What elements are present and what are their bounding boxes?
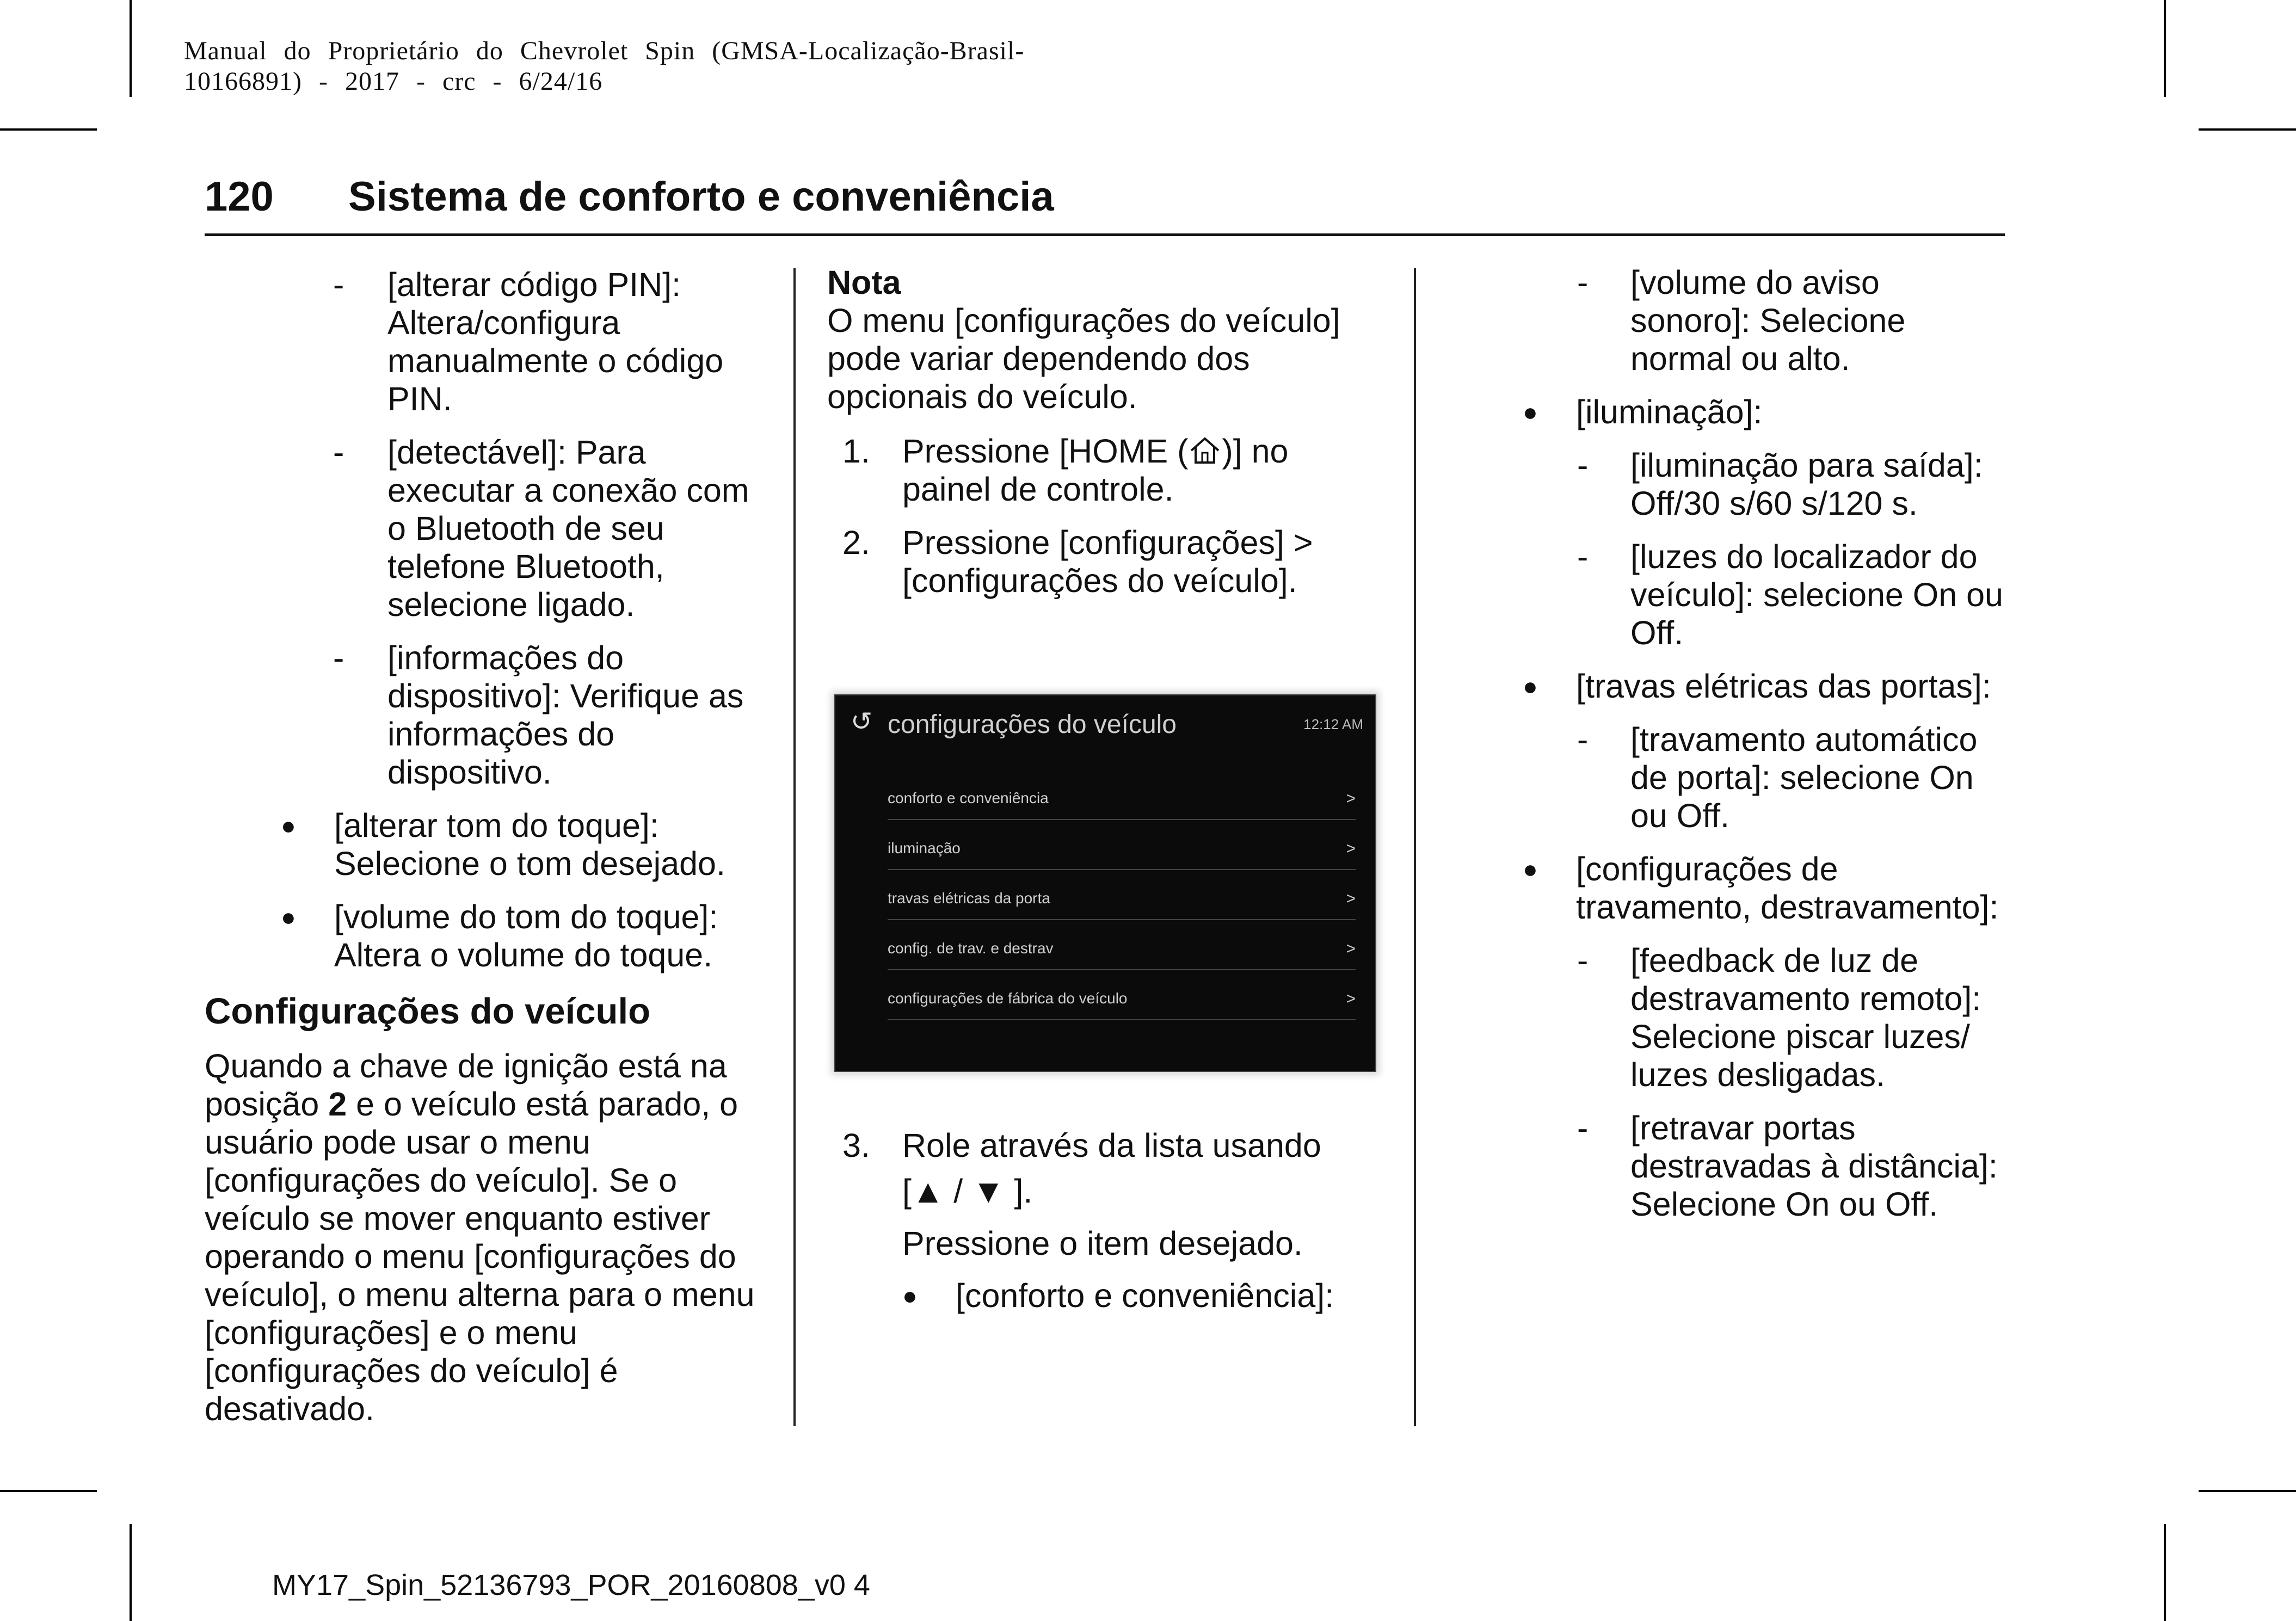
scroll-arrows: [▲ / ▼ ]. <box>902 1173 1033 1210</box>
home-icon <box>1188 433 1222 470</box>
step-number: 3. <box>842 1127 870 1164</box>
paragraph-text: e o veículo está parado, o usuário pode usar o menu [configurações do veículo]. Se o veículo se mover enquanto estiver operando o menu [configurações do veículo], o menu alterna para o menu [configurações] e o menu [configurações do veículo] é desativado. <box>205 1086 755 1427</box>
dash-mark: - <box>1577 538 1589 575</box>
bullet-mark: ● <box>902 1281 918 1310</box>
crop-mark-bottom-right-h <box>2199 1490 2296 1492</box>
list-item-text: [travas elétricas das portas]: <box>1576 668 1991 705</box>
step-number: 2. <box>842 524 870 561</box>
bullet-mark: ● <box>281 811 296 840</box>
dash-mark: - <box>1577 721 1589 758</box>
bullet-mark: ● <box>1523 855 1538 883</box>
chevron-right-icon: > <box>1346 890 1356 908</box>
back-arrow-icon: ↺ <box>851 707 873 736</box>
list-item <box>1518 720 2008 835</box>
screen-menu-item <box>888 969 1356 1020</box>
menu-item-label: conforto e conveniência <box>888 790 1049 806</box>
column-2-continued <box>827 1126 1382 1315</box>
dash-mark: - <box>1577 447 1589 484</box>
step-item <box>827 523 1382 600</box>
menu-item-label: configurações de fábrica do veículo <box>888 990 1128 1007</box>
step-item <box>827 432 1382 508</box>
body-paragraph <box>205 1047 765 1428</box>
chevron-right-icon: > <box>1346 840 1356 858</box>
step-text: Pressione [configurações] > [configurações do veículo]. <box>902 524 1313 599</box>
crop-mark-top-left-v <box>130 0 132 97</box>
list-item-text: [alterar código PIN]: Altera/configura manualmente o código PIN. <box>387 266 724 417</box>
column-2 <box>827 261 1382 615</box>
list-item <box>1518 538 2008 652</box>
screen-menu-item <box>888 869 1356 920</box>
crop-mark-top-left-h <box>0 128 97 131</box>
section-heading: Configurações do veículo <box>205 991 651 1032</box>
list-item-text: [luzes do localizador do veículo]: selecione On ou Off. <box>1630 538 2003 651</box>
column-1 <box>205 261 765 1428</box>
dash-mark: - <box>333 266 344 303</box>
list-item-text: [travamento automático de porta]: selecione On ou Off. <box>1630 721 1978 834</box>
dash-mark: - <box>333 434 344 471</box>
list-item <box>1518 446 2008 522</box>
page-title: Sistema de conforto e conveniência <box>348 174 1054 220</box>
dash-mark: - <box>1577 942 1589 979</box>
list-item-text: [alterar tom do toque]: Selecione o tom desejado. <box>334 807 725 882</box>
document-meta <box>184 36 1024 97</box>
menu-item-label: travas elétricas da porta <box>888 890 1050 907</box>
list-item-text: [iluminação]: <box>1576 393 1763 430</box>
list-item-text: [retravar portas destravadas à distância]: Selecione On ou Off. <box>1630 1110 1998 1223</box>
crop-mark-bottom-left-v <box>130 1524 132 1621</box>
page-number: 120 <box>205 174 274 220</box>
step-subtext: Pressione o item desejado. <box>902 1225 1303 1262</box>
document-meta-line-2: 10166891) - 2017 - crc - 6/24/16 <box>184 67 603 96</box>
crop-mark-bottom-left-h <box>0 1490 97 1492</box>
list-item <box>1518 1109 2008 1223</box>
bullet-mark: ● <box>281 903 296 931</box>
screen-menu-item <box>888 919 1356 970</box>
list-item <box>205 806 765 883</box>
dash-mark: - <box>1577 264 1589 301</box>
list-item-text: [iluminação para saída]: Off/30 s/60 s/120 s. <box>1630 447 1983 522</box>
step-text: Pressione [HOME ( <box>902 433 1189 470</box>
list-item-text: [configurações de travamento, destravamento]: <box>1576 850 1999 926</box>
list-item-text: [conforto e conveniência]: <box>956 1277 1334 1314</box>
list-item <box>205 898 765 974</box>
step-text: )] no painel de controle. <box>902 433 1289 508</box>
list-item <box>1518 393 2008 431</box>
list-item <box>1518 941 2008 1094</box>
list-item-text: [informações do dispositivo]: Verifique as informações do dispositivo. <box>387 639 744 791</box>
document-footer: MY17_Spin_52136793_POR_20160808_v0 4 <box>272 1569 870 1601</box>
screen-menu-item <box>888 769 1356 820</box>
vehicle-settings-screen <box>834 694 1376 1072</box>
list-item <box>205 433 765 624</box>
list-item-text: [feedback de luz de destravamento remoto]: Selecione piscar luzes/ luzes desligadas. <box>1630 942 1981 1093</box>
chevron-right-icon: > <box>1346 790 1356 808</box>
list-item-text: [volume do tom do toque]: Altera o volume do toque. <box>334 898 718 973</box>
column-divider-2 <box>1414 268 1416 1426</box>
list-item-text: [detectável]: Para executar a conexão com o Bluetooth de seu telefone Bluetooth, selecione ligado. <box>387 434 749 623</box>
dash-mark: - <box>333 639 344 676</box>
step-text: Role através da lista usando <box>902 1127 1321 1164</box>
crop-mark-top-right-v <box>2164 0 2166 97</box>
document-meta-line-1: Manual do Proprietário do Chevrolet Spin (GMSA-Localização-Brasil- <box>184 36 1025 65</box>
chevron-right-icon: > <box>1346 940 1356 958</box>
crop-mark-bottom-right-v <box>2164 1524 2166 1621</box>
menu-item-label: config. de trav. e destrav <box>888 940 1054 957</box>
header-rule <box>205 233 2005 236</box>
note-title: Nota <box>827 264 901 301</box>
dash-mark: - <box>1577 1110 1589 1147</box>
menu-item-label: iluminação <box>888 840 961 856</box>
step-number: 1. <box>842 433 870 470</box>
column-divider-1 <box>793 268 796 1426</box>
note-text: O menu [configurações do veículo] pode variar dependendo dos opcionais do veículo. <box>827 302 1340 415</box>
screen-clock: 12:12 AM <box>1303 716 1363 732</box>
list-item-text: [volume do aviso sonoro]: Selecione normal ou alto. <box>1630 264 1906 377</box>
screen-menu-item <box>888 819 1356 870</box>
list-item <box>1518 850 2008 926</box>
bullet-mark: ● <box>1523 398 1538 426</box>
column-3 <box>1518 261 2008 1238</box>
list-item <box>205 266 765 418</box>
chevron-right-icon: > <box>1346 990 1356 1008</box>
list-item <box>1518 263 2008 378</box>
bullet-mark: ● <box>1523 672 1538 700</box>
step-item <box>827 1126 1382 1210</box>
list-item <box>1518 667 2008 705</box>
ignition-position: 2 <box>328 1086 347 1123</box>
paragraph-text: Quando a chave de ignição está na posição <box>205 1047 727 1123</box>
list-item <box>827 1277 1382 1315</box>
screen-title: configurações do veículo <box>888 710 1177 739</box>
crop-mark-top-right-h <box>2199 128 2296 131</box>
list-item <box>205 639 765 791</box>
